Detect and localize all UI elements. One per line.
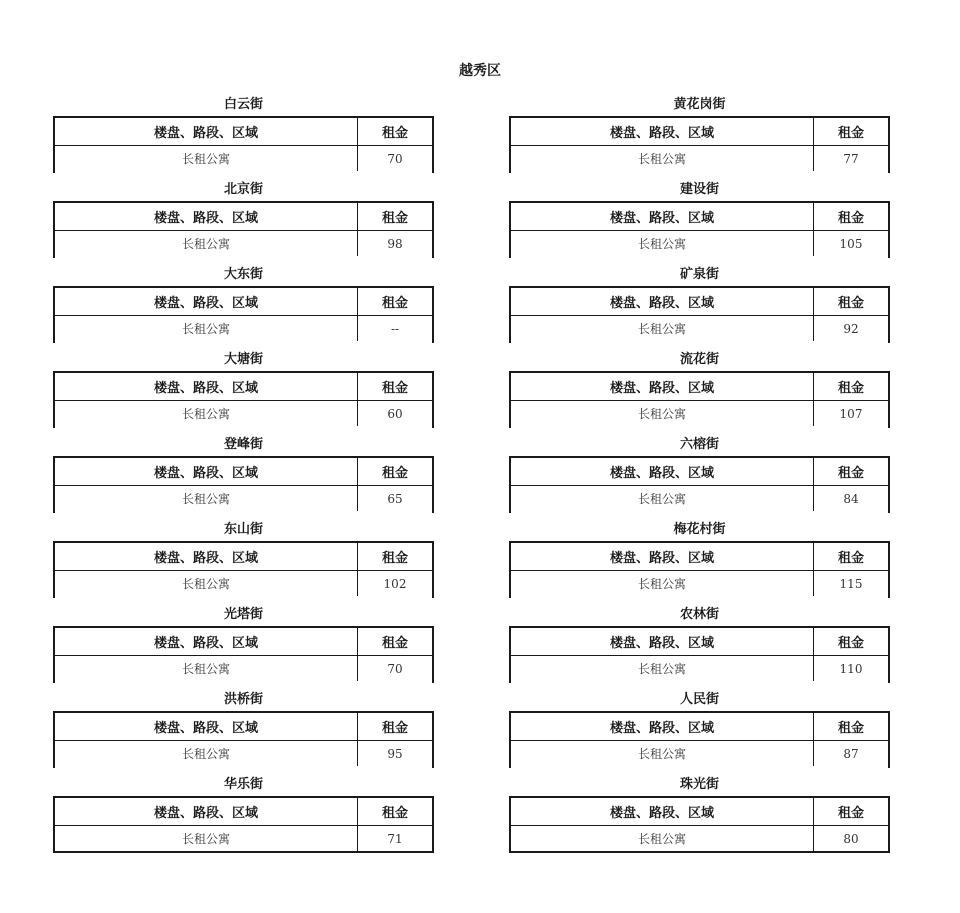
rent-table [509, 541, 890, 598]
table-row [511, 486, 888, 513]
table-row [511, 826, 888, 853]
table-header-row [511, 458, 888, 486]
street-name: 华乐街 [223, 777, 263, 792]
table-header-row [511, 628, 888, 656]
rent-table [509, 711, 890, 768]
street-block [509, 178, 890, 263]
street-name: 梅花村街 [673, 522, 726, 537]
header-name-cell: 楼盘、路段、区域 [511, 798, 814, 825]
table-row [511, 401, 888, 428]
street-block [53, 688, 434, 773]
table-header-row [511, 543, 888, 571]
street-block [53, 263, 434, 348]
rent-value-cell: 71 [387, 831, 403, 846]
rent-value-cell: 84 [843, 491, 859, 506]
rent-value-cell: 77 [843, 151, 859, 166]
rent-table [509, 796, 890, 853]
left-column [53, 93, 434, 858]
street-block [509, 518, 890, 603]
street-name: 六榕街 [679, 437, 719, 452]
rent-value-cell: 70 [387, 661, 403, 676]
street-block [509, 603, 890, 688]
property-name-cell: 长租公寓 [511, 316, 814, 341]
header-rent-cell: 租金 [381, 806, 408, 821]
table-header-row [55, 203, 432, 231]
rent-value-cell: -- [390, 321, 400, 336]
street-name: 大东街 [223, 267, 263, 282]
property-name-cell: 长租公寓 [55, 571, 358, 596]
header-rent-cell: 租金 [381, 466, 408, 481]
street-block [53, 433, 434, 518]
property-name-cell: 长租公寓 [511, 656, 814, 681]
header-name-cell: 楼盘、路段、区域 [511, 118, 814, 145]
header-rent-cell: 租金 [837, 211, 864, 226]
table-row [511, 146, 888, 173]
header-rent-cell: 租金 [837, 466, 864, 481]
header-name-cell: 楼盘、路段、区域 [511, 628, 814, 655]
rent-table [53, 116, 434, 173]
rent-table [509, 371, 890, 428]
property-name-cell: 长租公寓 [55, 826, 358, 851]
table-header-row [511, 203, 888, 231]
rent-table [53, 626, 434, 683]
rent-value-cell: 107 [839, 406, 863, 421]
header-name-cell: 楼盘、路段、区域 [511, 713, 814, 740]
rent-table [53, 286, 434, 343]
property-name-cell: 长租公寓 [55, 486, 358, 511]
property-name-cell: 长租公寓 [55, 401, 358, 426]
rent-table [509, 456, 890, 513]
table-header-row [511, 288, 888, 316]
street-block [53, 603, 434, 688]
table-header-row [511, 373, 888, 401]
street-block [53, 773, 434, 858]
table-row [55, 741, 432, 768]
rent-table [509, 286, 890, 343]
street-block [509, 433, 890, 518]
table-row [511, 316, 888, 343]
rent-value-cell: 115 [839, 576, 863, 591]
rent-table [53, 711, 434, 768]
header-rent-cell: 租金 [837, 636, 864, 651]
street-name: 洪桥街 [223, 692, 263, 707]
header-rent-cell: 租金 [837, 126, 864, 141]
table-row [511, 656, 888, 683]
rent-value-cell: 102 [383, 576, 407, 591]
rent-table [53, 456, 434, 513]
table-header-row [55, 628, 432, 656]
table-header-row [55, 118, 432, 146]
rent-value-cell: 87 [843, 746, 859, 761]
street-block [509, 348, 890, 433]
header-name-cell: 楼盘、路段、区域 [55, 373, 358, 400]
table-row [511, 741, 888, 768]
rent-value-cell: 70 [387, 151, 403, 166]
header-name-cell: 楼盘、路段、区域 [55, 628, 358, 655]
rent-table [509, 201, 890, 258]
street-name: 农林街 [679, 607, 719, 622]
table-header-row [55, 798, 432, 826]
header-rent-cell: 租金 [381, 211, 408, 226]
rent-table [509, 626, 890, 683]
property-name-cell: 长租公寓 [55, 741, 358, 766]
table-header-row [55, 373, 432, 401]
rent-value-cell: 95 [387, 746, 403, 761]
table-row [55, 826, 432, 853]
rent-table [509, 116, 890, 173]
rent-value-cell: 98 [387, 236, 403, 251]
street-block [53, 178, 434, 263]
header-name-cell: 楼盘、路段、区域 [55, 458, 358, 485]
table-header-row [55, 458, 432, 486]
street-name: 人民街 [679, 692, 719, 707]
header-rent-cell: 租金 [837, 551, 864, 566]
header-rent-cell: 租金 [381, 126, 408, 141]
table-row [55, 656, 432, 683]
property-name-cell: 长租公寓 [55, 146, 358, 171]
table-row [55, 146, 432, 173]
header-name-cell: 楼盘、路段、区域 [511, 203, 814, 230]
header-name-cell: 楼盘、路段、区域 [511, 543, 814, 570]
rent-table [53, 796, 434, 853]
street-block [53, 348, 434, 433]
street-block [509, 688, 890, 773]
header-rent-cell: 租金 [837, 806, 864, 821]
street-name: 登峰街 [223, 437, 263, 452]
street-block [509, 93, 890, 178]
street-name: 白云街 [223, 97, 263, 112]
header-name-cell: 楼盘、路段、区域 [511, 288, 814, 315]
header-name-cell: 楼盘、路段、区域 [55, 288, 358, 315]
header-name-cell: 楼盘、路段、区域 [511, 373, 814, 400]
rent-table [53, 201, 434, 258]
header-rent-cell: 租金 [381, 551, 408, 566]
table-header-row [55, 288, 432, 316]
page-title: 越秀区 [459, 63, 501, 79]
street-name: 光塔街 [223, 607, 263, 622]
street-block [509, 263, 890, 348]
street-name: 北京街 [223, 182, 263, 197]
rent-value-cell: 65 [387, 491, 403, 506]
street-name: 黄花岗街 [673, 97, 726, 112]
header-name-cell: 楼盘、路段、区域 [55, 713, 358, 740]
table-row [55, 401, 432, 428]
property-name-cell: 长租公寓 [511, 486, 814, 511]
property-name-cell: 长租公寓 [55, 656, 358, 681]
property-name-cell: 长租公寓 [55, 316, 358, 341]
rent-value-cell: 60 [387, 406, 403, 421]
property-name-cell: 长租公寓 [511, 826, 814, 851]
header-rent-cell: 租金 [837, 381, 864, 396]
property-name-cell: 长租公寓 [511, 571, 814, 596]
table-row [511, 571, 888, 598]
table-header-row [511, 713, 888, 741]
table-row [55, 231, 432, 258]
table-header-row [511, 798, 888, 826]
rent-table [53, 371, 434, 428]
table-row [55, 571, 432, 598]
property-name-cell: 长租公寓 [511, 146, 814, 171]
table-header-row [511, 118, 888, 146]
header-name-cell: 楼盘、路段、区域 [55, 118, 358, 145]
header-rent-cell: 租金 [381, 636, 408, 651]
street-block [509, 773, 890, 858]
header-rent-cell: 租金 [381, 721, 408, 736]
header-name-cell: 楼盘、路段、区域 [55, 543, 358, 570]
header-name-cell: 楼盘、路段、区域 [55, 203, 358, 230]
rent-table [53, 541, 434, 598]
rent-value-cell: 105 [839, 236, 863, 251]
property-name-cell: 长租公寓 [511, 741, 814, 766]
property-name-cell: 长租公寓 [511, 231, 814, 256]
property-name-cell: 长租公寓 [511, 401, 814, 426]
street-block [53, 93, 434, 178]
street-name: 东山街 [223, 522, 263, 537]
street-block [53, 518, 434, 603]
table-row [55, 316, 432, 343]
street-name: 矿泉街 [679, 267, 719, 282]
rent-value-cell: 92 [843, 321, 859, 336]
street-name: 大塘街 [223, 352, 263, 367]
header-rent-cell: 租金 [381, 381, 408, 396]
right-column [509, 93, 890, 858]
rent-value-cell: 110 [839, 661, 863, 676]
rent-value-cell: 80 [843, 831, 859, 846]
header-name-cell: 楼盘、路段、区域 [55, 798, 358, 825]
header-rent-cell: 租金 [837, 721, 864, 736]
table-header-row [55, 543, 432, 571]
property-name-cell: 长租公寓 [55, 231, 358, 256]
street-name: 建设街 [679, 182, 719, 197]
table-row [511, 231, 888, 258]
table-row [55, 486, 432, 513]
street-name: 流花街 [679, 352, 719, 367]
table-header-row [55, 713, 432, 741]
header-rent-cell: 租金 [837, 296, 864, 311]
header-name-cell: 楼盘、路段、区域 [511, 458, 814, 485]
street-name: 珠光街 [679, 777, 719, 792]
header-rent-cell: 租金 [381, 296, 408, 311]
